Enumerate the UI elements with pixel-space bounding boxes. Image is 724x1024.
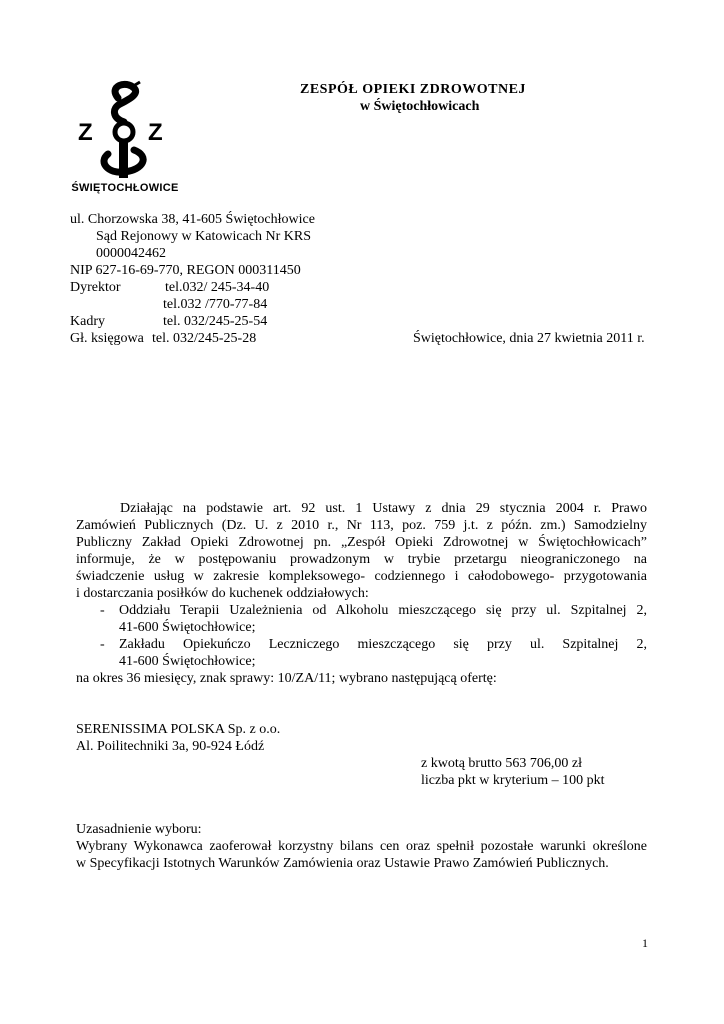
paragraph-line: i dostarczania posiłków do kuchenek oddziałowych:: [76, 586, 369, 601]
paragraph-line: Publiczny Zakład Opieki Zdrowotnej pn. „Zespół Opieki Zdrowotnej w Świętochłowicach”: [76, 535, 647, 550]
director-tel-2: tel.032 /770-77-84: [163, 297, 268, 312]
offer-amount: z kwotą brutto 563 706,00 zł: [421, 756, 582, 771]
offer-points: liczba pkt w kryterium – 100 pkt: [421, 773, 605, 788]
page-number: 1: [642, 936, 648, 950]
hr-label: Kadry: [70, 314, 105, 329]
bullet-dash: -: [100, 603, 105, 618]
paragraph-line: świadczenie usług w zakresie kompleksowego- codziennego i całodobowego- przygotowania: [76, 569, 647, 584]
director-label: Dyrektor: [70, 280, 121, 295]
nip-line: NIP 627-16-69-770, REGON 000311450: [70, 263, 301, 278]
period-line: na okres 36 miesięcy, znak sprawy: 10/ZA/11; wybrano następującą ofertę:: [76, 671, 497, 686]
accountant-tel: tel. 032/245-25-28: [152, 331, 257, 346]
zoz-logo: [68, 78, 180, 198]
hr-tel: tel. 032/245-25-54: [163, 314, 268, 329]
justification-line: Wybrany Wykonawca zaoferował korzystny bilans cen oraz spełnił pozostałe warunki określone: [76, 839, 647, 854]
paragraph-line: Zamówień Publicznych (Dz. U. z 2010 r., Nr 113, poz. 759 j.t. z późn. zm.) Samodzielny: [76, 518, 647, 533]
company-address: Al. Poilitechniki 3a, 90-924 Łódź: [76, 739, 265, 754]
court-line: Sąd Rejonowy w Katowicach Nr KRS: [96, 229, 312, 244]
justification-line: w Specyfikacji Istotnych Warunków Zamówienia oraz Ustawie Prawo Zamówień Publicznych.: [76, 856, 609, 871]
address-line: ul. Chorzowska 38, 41-605 Świętochłowice: [70, 212, 315, 227]
company-name: SERENISSIMA POLSKA Sp. z o.o.: [76, 722, 281, 737]
svg-text:Z: Z: [148, 119, 163, 146]
svg-text:Z: Z: [78, 119, 93, 146]
paragraph-line: Działając na podstawie art. 92 ust. 1 Ustawy z dnia 29 stycznia 2004 r. Prawo: [120, 501, 647, 516]
institution-location: w Świętochłowicach: [360, 99, 480, 114]
institution-name: ZESPÓŁ OPIEKI ZDROWOTNEJ: [300, 82, 526, 97]
bullet-item: Zakładu Opiekuńczo Leczniczego mieszczącego się przy ul. Szpitalnej 2,: [119, 637, 647, 652]
bullet-item-continued: 41-600 Świętochłowice;: [119, 620, 256, 635]
document-date: Świętochłowice, dnia 27 kwietnia 2011 r.: [413, 331, 645, 346]
logo-caption: ŚWIĘTOCHŁOWICE: [71, 182, 179, 194]
bullet-item-continued: 41-600 Świętochłowice;: [119, 654, 256, 669]
accountant-label: Gł. księgowa: [70, 331, 144, 346]
paragraph-line: informuje, że w postępowaniu prowadzonym w trybie przetargu nieograniczonego na: [76, 552, 647, 567]
director-tel-1: tel.032/ 245-34-40: [165, 280, 270, 295]
bullet-dash: -: [100, 637, 105, 652]
justification-heading: Uzasadnienie wyboru:: [76, 822, 202, 837]
krs-line: 0000042462: [96, 246, 166, 261]
bullet-item: Oddziału Terapii Uzależnienia od Alkoholu mieszczącego się przy ul. Szpitalnej 2,: [119, 603, 647, 618]
